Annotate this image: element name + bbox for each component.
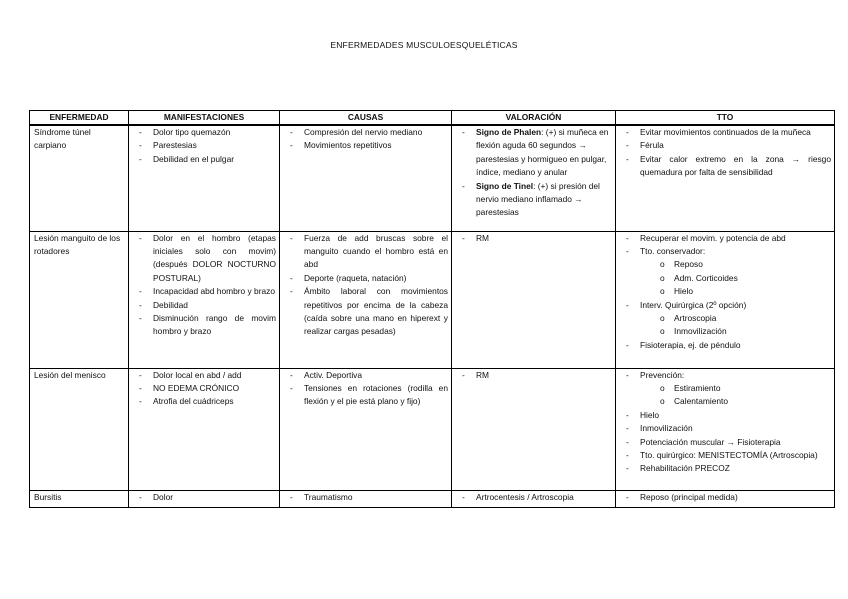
bullet-marker: -	[290, 369, 293, 380]
list-item	[620, 126, 831, 139]
manifestacion-list	[133, 232, 276, 339]
header-valoracion: VALORACIÓN	[452, 111, 616, 126]
bullet-marker: -	[139, 396, 142, 407]
bullet-marker: -	[290, 491, 293, 502]
bullet-marker: -	[139, 312, 142, 323]
bullet-marker: -	[626, 369, 629, 380]
bullet-marker: -	[290, 286, 293, 297]
tto-text: Recuperar el movim. y potencia de abd	[640, 232, 786, 243]
list-item	[133, 491, 276, 504]
list-item	[620, 369, 831, 409]
bullet-marker: -	[139, 369, 142, 380]
manifestacion-text: Dolor local en abd / add	[153, 369, 242, 380]
list-item	[620, 491, 831, 504]
manifestacion-text: Debilidad	[153, 299, 188, 310]
header-causas: CAUSAS	[280, 111, 452, 126]
list-item	[133, 285, 276, 298]
list-item	[284, 126, 448, 139]
bullet-marker: -	[290, 140, 293, 151]
bullet-marker: o	[660, 312, 665, 323]
tto-text: Hielo	[640, 409, 660, 420]
tto-text: Reposo (principal medida)	[640, 491, 738, 502]
list-item	[133, 139, 276, 152]
causa-text: Activ. Deportiva	[304, 369, 363, 380]
list-item	[620, 436, 831, 449]
bullet-marker: -	[626, 339, 629, 350]
manifestacion-text: Parestesias	[153, 140, 197, 151]
header-enfermedad: ENFERMEDAD	[30, 111, 129, 126]
bullet-marker: -	[626, 409, 629, 420]
disease-name: Lesión del menisco	[34, 369, 106, 380]
list-item	[284, 285, 448, 339]
cell-valoracion	[452, 231, 616, 368]
tto-text: Interv. Quirúrgica (2º opción)	[640, 299, 747, 310]
list-item	[456, 491, 612, 504]
valoracion-list	[456, 369, 612, 382]
manifestacion-text: Dolor en el hombro (etapas iniciales solo con movim) (después DOLOR NOCTURNO POSTURAL)	[153, 232, 276, 283]
cell-tto	[616, 368, 835, 490]
bullet-marker: -	[290, 382, 293, 393]
bullet-marker: -	[626, 423, 629, 434]
bullet-marker: -	[462, 232, 465, 243]
manifestacion-text: Dolor tipo quemazón	[153, 127, 231, 137]
cell-causas	[280, 368, 452, 490]
manifestacion-list	[133, 491, 276, 504]
list-item	[133, 232, 276, 286]
table-row	[30, 231, 835, 368]
tto-subtext: Reposo	[674, 259, 703, 270]
bullet-marker: o	[660, 259, 665, 270]
sign-name: Signo de Phalen	[476, 127, 542, 137]
tto-subtext: Adm. Corticoides	[674, 272, 738, 283]
bullet-marker: -	[626, 463, 629, 474]
document-title: ENFERMEDADES MUSCULOESQUELÉTICAS	[330, 40, 518, 50]
tto-text: Fisioterapia, ej. de péndulo	[640, 339, 741, 350]
bullet-marker: o	[660, 272, 665, 283]
cell-manifestaciones	[129, 368, 280, 490]
list-item	[620, 462, 831, 475]
list-item	[456, 232, 612, 245]
table-row	[30, 125, 835, 231]
list-item	[133, 126, 276, 139]
list-item	[456, 180, 612, 220]
disease-name: Bursitis	[34, 491, 62, 502]
sublist-item	[640, 382, 831, 395]
cell-tto	[616, 231, 835, 368]
causa-text: Movimientos repetitivos	[304, 140, 392, 151]
causa-list	[284, 232, 448, 339]
bullet-marker: -	[626, 299, 629, 310]
bullet-marker: -	[290, 232, 293, 243]
tto-text: Rehabilitación PRECOZ	[640, 463, 730, 474]
valoracion-list	[456, 491, 612, 504]
cell-causas	[280, 125, 452, 231]
manifestacion-text: Incapacidad abd hombro y brazo	[153, 286, 275, 297]
list-item	[133, 382, 276, 395]
bullet-marker: -	[626, 153, 629, 164]
list-item	[133, 153, 276, 166]
cell-enfermedad	[30, 231, 129, 368]
manifestacion-list	[133, 126, 276, 166]
bullet-marker: -	[626, 140, 629, 151]
cell-valoracion	[452, 368, 616, 490]
list-item	[133, 312, 276, 339]
bullet-marker: -	[626, 491, 629, 502]
list-item	[284, 382, 448, 409]
cell-causas	[280, 490, 452, 507]
causa-text: Fuerza de add bruscas sobre el manguito cuando el hombro está en abd	[304, 232, 448, 270]
list-item	[620, 422, 831, 435]
list-item	[284, 369, 448, 382]
cell-causas	[280, 231, 452, 368]
list-item	[620, 232, 831, 245]
sublist-item	[640, 285, 831, 298]
bullet-marker: -	[139, 491, 142, 502]
list-item	[133, 299, 276, 312]
list-item	[133, 395, 276, 408]
bullet-marker: -	[462, 491, 465, 502]
causa-list	[284, 491, 448, 504]
disease-name: Síndrome túnel carpiano	[34, 127, 91, 151]
cell-manifestaciones	[129, 125, 280, 231]
tto-text: Potenciación muscular → Fisioterapia	[640, 436, 781, 447]
cell-manifestaciones	[129, 490, 280, 507]
list-item	[620, 153, 831, 180]
cell-tto	[616, 125, 835, 231]
tto-text: Prevención:	[640, 369, 685, 380]
manifestacion-text: NO EDEMA CRÓNICO	[153, 382, 240, 393]
tto-subtext: Hielo	[674, 286, 694, 297]
tto-text: Evitar movimientos continuados de la muñeca	[640, 127, 811, 137]
bullet-marker: -	[139, 286, 142, 297]
bullet-marker: -	[626, 449, 629, 460]
sublist-item	[640, 258, 831, 271]
tto-list	[620, 369, 831, 476]
bullet-marker: -	[626, 127, 629, 137]
sign-name: Signo de Tinel	[476, 180, 534, 191]
bullet-marker: o	[660, 382, 665, 393]
valoracion-text: Artrocentesis / Artroscopia	[476, 491, 574, 502]
list-item	[620, 409, 831, 422]
tto-text: Tto. quirúrgico: MENISTECTOMÍA (Artroscopia)	[640, 449, 818, 460]
valoracion-text: RM	[476, 232, 490, 243]
tto-sublist	[640, 258, 831, 298]
tto-text: Férula	[640, 140, 664, 151]
tto-subtext: Calentamiento	[674, 396, 729, 407]
manifestacion-text: Atrofia del cuádriceps	[153, 396, 234, 407]
header-manifestaciones: MANIFESTACIONES	[129, 111, 280, 126]
list-item	[284, 139, 448, 152]
header-tto: TTO	[616, 111, 835, 126]
list-item	[456, 126, 612, 180]
table-header-row	[30, 111, 835, 126]
bullet-marker: -	[626, 436, 629, 447]
causa-list	[284, 126, 448, 153]
cell-tto	[616, 490, 835, 507]
bullet-marker: -	[139, 232, 142, 243]
tto-sublist	[640, 382, 831, 409]
list-item	[133, 369, 276, 382]
bullet-marker: -	[462, 180, 465, 191]
tto-list	[620, 232, 831, 353]
diseases-table	[29, 110, 835, 508]
table-row	[30, 490, 835, 507]
valoracion-text: : (+) si presión del nervio mediano inflamado → parestesias	[476, 180, 600, 218]
tto-text: Inmovilización	[640, 423, 693, 434]
cell-manifestaciones	[129, 231, 280, 368]
manifestacion-text: Debilidad en el pulgar	[153, 153, 235, 164]
tto-text: Evitar calor extremo en la zona → riesgo quemadura por falta de sensibilidad	[640, 153, 831, 178]
tto-sublist	[640, 312, 831, 339]
bullet-marker: o	[660, 326, 665, 337]
cell-valoracion	[452, 125, 616, 231]
bullet-marker: o	[660, 396, 665, 407]
list-item	[620, 245, 831, 299]
valoracion-list	[456, 232, 612, 245]
bullet-marker: -	[139, 153, 142, 164]
bullet-marker: -	[290, 272, 293, 283]
cell-enfermedad	[30, 125, 129, 231]
bullet-marker: o	[660, 286, 665, 297]
tto-text: Tto. conservador:	[640, 245, 706, 256]
list-item	[620, 449, 831, 462]
tto-subtext: Inmovilización	[674, 326, 727, 337]
sublist-item	[640, 325, 831, 338]
bullet-marker: -	[290, 127, 293, 137]
tto-subtext: Artroscopia	[674, 312, 717, 323]
valoracion-list	[456, 126, 612, 220]
bullet-marker: -	[139, 299, 142, 310]
sublist-item	[640, 395, 831, 408]
causa-list	[284, 369, 448, 409]
bullet-marker: -	[462, 369, 465, 380]
tto-list	[620, 491, 831, 504]
bullet-marker: -	[139, 382, 142, 393]
list-item	[620, 299, 831, 339]
valoracion-text: : (+) si muñeca en flexión aguda 60 segundos → parestesias y hormigueo en pulgar, índice, mediano y anular	[476, 127, 609, 178]
manifestacion-text: Disminución rango de movim hombro y brazo	[153, 312, 276, 337]
sublist-item	[640, 272, 831, 285]
tto-list	[620, 126, 831, 180]
bullet-marker: -	[462, 127, 465, 137]
bullet-marker: -	[139, 140, 142, 151]
manifestacion-text: Dolor	[153, 491, 174, 502]
bullet-marker: -	[626, 232, 629, 243]
causa-text: Ámbito laboral con movimientos repetitivos por encima de la cabeza (caída sobre una mano en hiperext y realizar cargas pesadas)	[304, 286, 448, 337]
cell-enfermedad	[30, 368, 129, 490]
cell-valoracion	[452, 490, 616, 507]
causa-text: Deporte (raqueta, natación)	[304, 272, 407, 283]
sublist-item	[640, 312, 831, 325]
cell-enfermedad	[30, 490, 129, 507]
list-item	[284, 491, 448, 504]
manifestacion-list	[133, 369, 276, 409]
valoracion-text: RM	[476, 369, 490, 380]
list-item	[620, 139, 831, 152]
bullet-marker: -	[139, 127, 142, 137]
list-item	[284, 232, 448, 272]
bullet-marker: -	[626, 245, 629, 256]
list-item	[284, 272, 448, 285]
disease-name: Lesión manguito de los rotadores	[34, 232, 121, 256]
list-item	[620, 339, 831, 352]
list-item	[456, 369, 612, 382]
causa-text: Traumatismo	[304, 491, 353, 502]
causa-text: Tensiones en rotaciones (rodilla en flexión y el pie está plano y fijo)	[304, 382, 448, 407]
table-row	[30, 368, 835, 490]
tto-subtext: Estiramiento	[674, 382, 721, 393]
causa-text: Compresión del nervio mediano	[304, 127, 423, 137]
